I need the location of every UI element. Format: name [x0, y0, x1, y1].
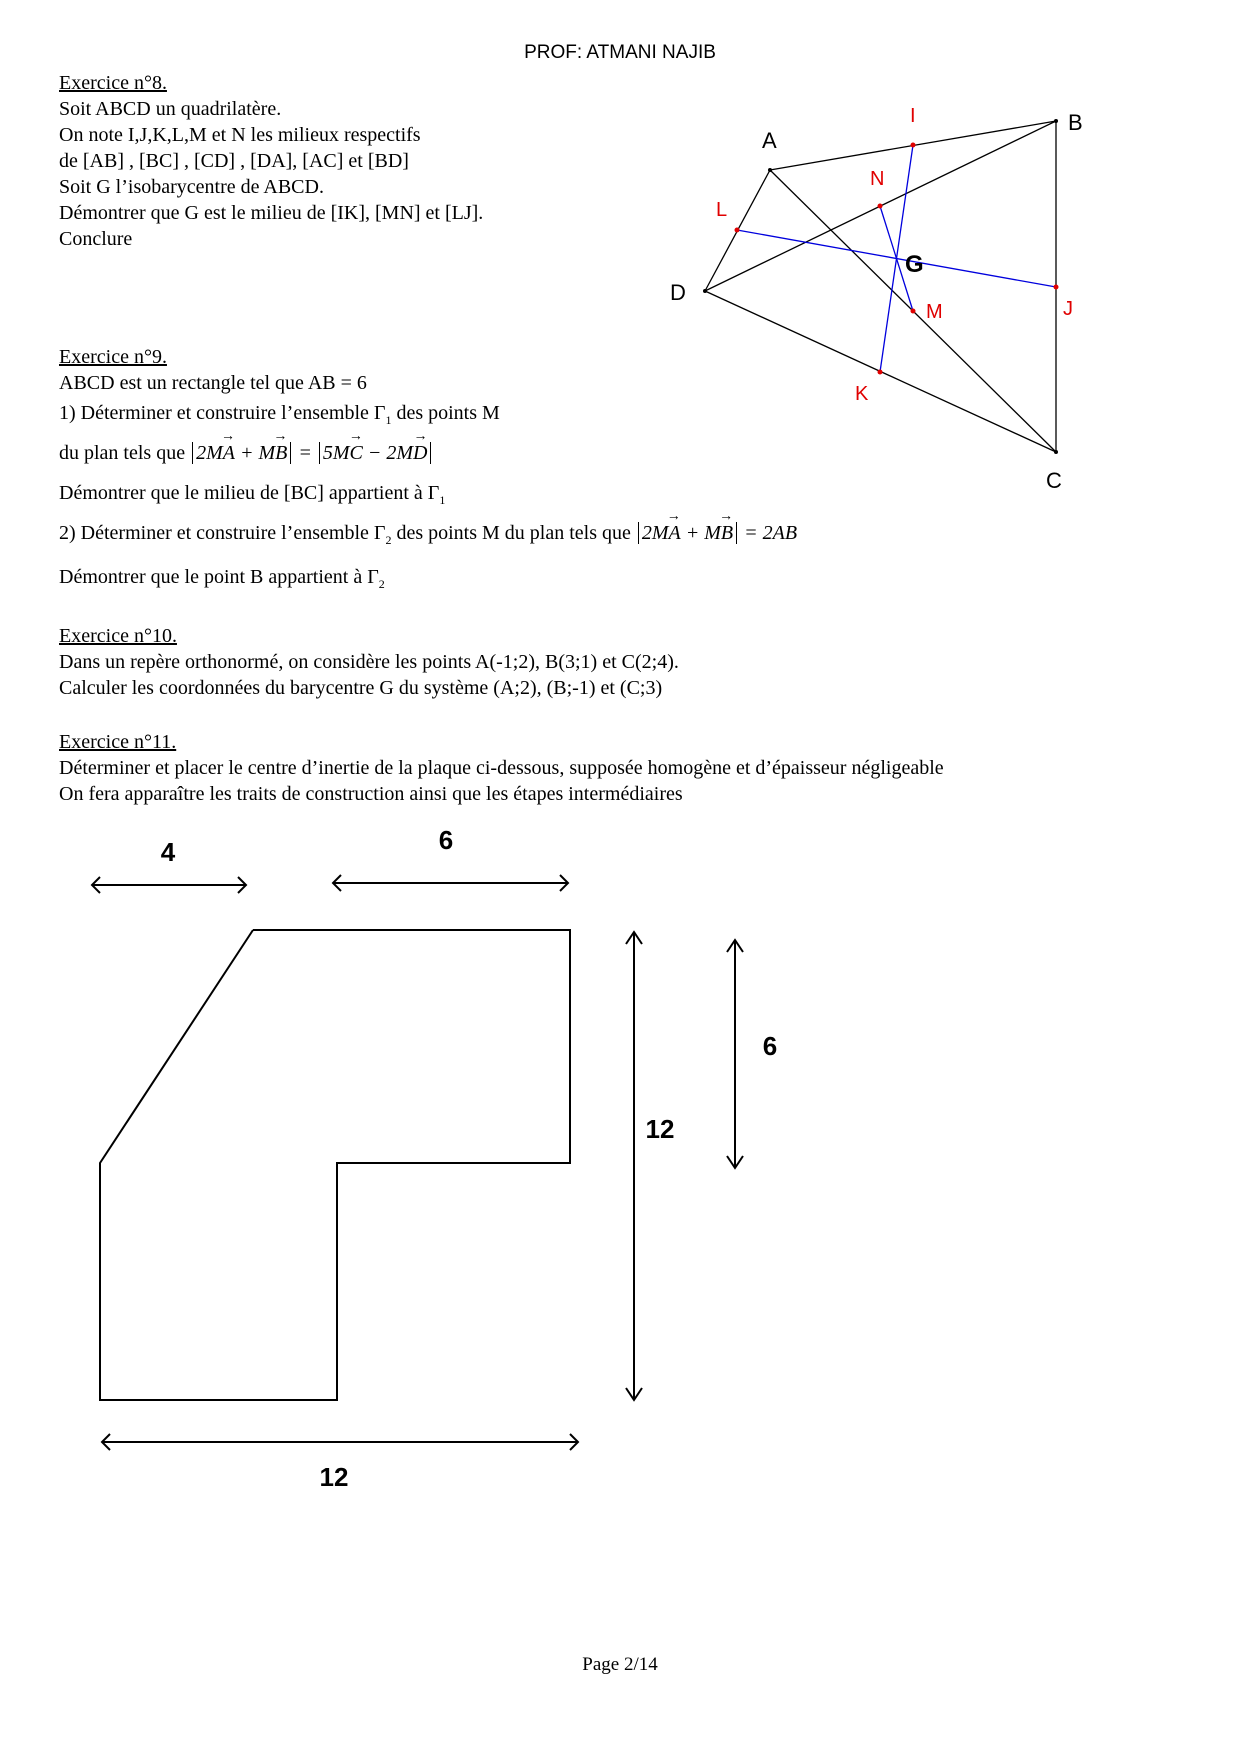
norm-equation-2: 2MA → + MB → = 2AB	[636, 522, 797, 544]
label-k: K	[855, 383, 869, 405]
ex9-q1-a: 1) Déterminer et construire l’ensemble	[59, 402, 369, 424]
gamma-sub: 2	[385, 533, 392, 547]
label-a: A	[762, 128, 777, 153]
ex9-q1-d-line	[59, 480, 445, 513]
label-l: L	[716, 199, 728, 221]
ex8-line: Soit G l’isobarycentre de ABCD.	[59, 176, 324, 198]
dim-right-big: 12	[645, 1114, 675, 1144]
ex8-line: Conclure	[59, 228, 133, 250]
ex9-line1: ABCD est un rectangle tel que AB = 6	[59, 372, 367, 394]
norm-equation-1: 2MA → + MB → = 5MC → − 2MD →	[190, 442, 433, 464]
gamma-sub: 2	[378, 577, 385, 591]
ex9-q2-c: Démontrer que le point B appartient à	[59, 566, 363, 588]
ex8-line: de [AB] , [BC] , [CD] , [DA], [AC] et [BD]	[59, 150, 409, 172]
ex9-q2-c-line	[59, 564, 385, 597]
ex10-line2: Calculer les coordonnées du barycentre G du système (A;2), (B;-1) et (C;3)	[59, 677, 663, 699]
page-footer: Page 2/14	[582, 1654, 658, 1675]
ex9-q2-line	[59, 520, 797, 553]
gamma-symbol: Γ	[373, 522, 386, 544]
label-n: N	[870, 168, 885, 190]
label-d: D	[670, 280, 686, 305]
dim-right-small: 6	[762, 1031, 778, 1061]
ex9-q1-d: Démontrer que le milieu de [BC] appartient à	[59, 482, 423, 504]
label-g: G	[905, 251, 924, 278]
gamma-symbol: Γ	[427, 482, 440, 504]
gamma-sub: 1	[439, 493, 446, 507]
ex9-q2-a: 2) Déterminer et construire l’ensemble	[59, 522, 369, 544]
label-c: C	[1046, 468, 1062, 493]
ex9-q1-condition	[59, 440, 433, 466]
dim-top-right: 6	[438, 825, 454, 855]
gamma-symbol: Γ	[367, 566, 379, 588]
label-b: B	[1068, 110, 1083, 135]
plate-figure	[80, 820, 780, 1500]
ex10-line1: Dans un repère orthonormé, on considère les points A(-1;2), B(3;1) et C(2;4).	[59, 651, 679, 673]
dim-bottom: 12	[319, 1462, 349, 1492]
ex8-title: Exercice n°8.	[59, 72, 167, 94]
ex9-title: Exercice n°9.	[59, 346, 167, 368]
plate-outline	[100, 930, 570, 1400]
ex11-line2: On fera apparaître les traits de construction ainsi que les étapes intermédiaires	[59, 783, 683, 805]
ex11-title: Exercice n°11.	[59, 731, 177, 753]
ex8-line: Soit ABCD un quadrilatère.	[59, 98, 282, 120]
ex9-q1-c: du plan tels que	[59, 442, 186, 464]
ex9-q2-b: des points M du plan tels que	[396, 522, 631, 544]
label-j: J	[1063, 298, 1073, 320]
ex11-line1: Déterminer et placer le centre d’inertie de la plaque ci-dessous, supposée homogène et d’épaisseur négligeable	[59, 757, 944, 779]
label-i: I	[910, 105, 916, 127]
ex10-title: Exercice n°10.	[59, 625, 177, 647]
quadrilateral-figure	[650, 90, 1110, 500]
gamma-symbol: Γ	[373, 402, 386, 424]
ex9-q1-b: des points M	[396, 402, 500, 424]
dim-top-left: 4	[160, 837, 176, 867]
ex8-line: On note I,J,K,L,M et N les milieux respectifs	[59, 124, 421, 146]
ex8-line: Démontrer que G est le milieu de [IK], [MN] et [LJ].	[59, 202, 484, 224]
page-header: PROF: ATMANI NAJIB	[524, 42, 716, 63]
label-m: M	[926, 301, 943, 323]
gamma-sub: 1	[385, 413, 392, 427]
